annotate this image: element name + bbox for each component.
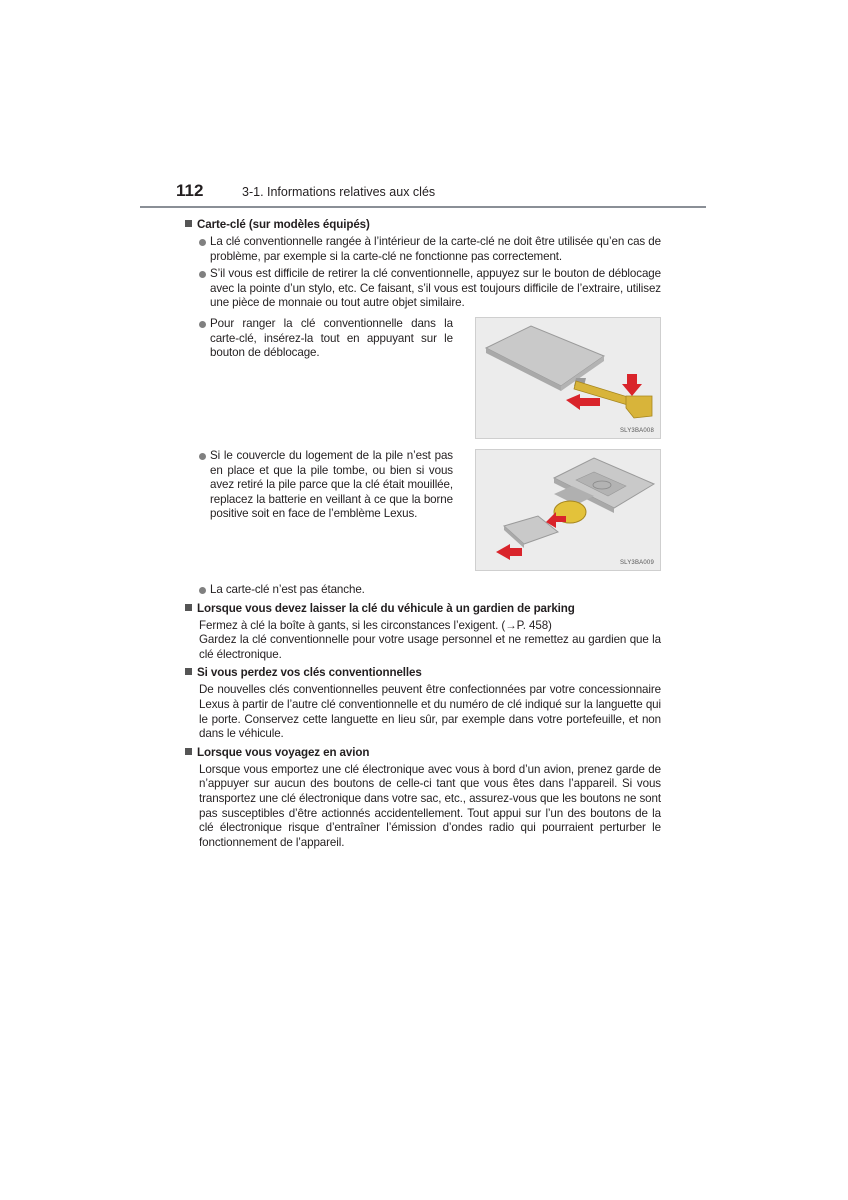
bullet-dot-icon (199, 587, 206, 594)
bullet-item: La carte-clé n’est pas étanche. (185, 583, 661, 598)
figure-code: SLY3BA009 (619, 559, 654, 566)
paragraph: Lorsque vous emportez une clé électronique avec vous à bord d’un avion, prenez garde de n’appuyer sur aucun des boutons de celle-ci tant que vous êtes dans l’appareil. Si vous transportez une clé électronique dans votre sac, etc., assurez-vous que les boutons ne sont pas susceptibles d’être actionnés accidentellement. Tout appui sur l’un des boutons de la clé électronique risque d’entraîner l’émission d’ondes radio qui pourraient perturber le fonctionnement de l’appareil. (199, 762, 661, 849)
bullet-item: Si le couvercle du logement de la pile n’est pas en place et que la pile tombe, ou bien si vous avez retiré la pile parce que la clé était mouillée, replacez la batterie en veillant à ce que la borne positive soit en face de l’emblème Lexus. (185, 449, 453, 571)
key-insertion-illustration (476, 318, 660, 438)
square-bullet-icon (185, 604, 192, 611)
bullet-dot-icon (199, 321, 206, 328)
bullet-dot-icon (199, 453, 206, 460)
page-content (185, 214, 661, 850)
bullet-with-figure (185, 449, 661, 571)
page-header (150, 181, 706, 207)
header-rule (140, 206, 706, 208)
paragraph: Fermez à clé la boîte à gants, si les circonstances l’exigent. (→P. 458) (199, 618, 552, 632)
bullet-dot-icon (199, 239, 206, 246)
bullet-with-figure (185, 317, 661, 439)
square-bullet-icon (185, 668, 192, 675)
square-bullet-icon (185, 748, 192, 755)
heading-lost-keys: Si vous perdez vos clés conventionnelles (185, 665, 661, 680)
paragraph: Gardez la clé conventionnelle pour votre usage personnel et ne remettez au gardien que la clé électronique. (199, 633, 661, 661)
figure-insert-key (475, 317, 661, 439)
bullet-item: La clé conventionnelle rangée à l’intérieur de la carte-clé ne doit être utilisée qu’en cas de problème, par exemple si la carte-clé ne fonctionne pas correctement. (185, 235, 661, 264)
square-bullet-icon (185, 220, 192, 227)
section-title: 3-1. Informations relatives aux clés (242, 185, 436, 199)
paragraph: De nouvelles clés conventionnelles peuvent être confectionnées par votre concessionnaire Lexus à partir de l’autre clé conventionnelle et du numéro de clé indiqué sur la languette qui le porte. Conservez cette languette en lieu sûr, par exemple dans votre portefeuille, et non dans le véhicule. (199, 683, 661, 741)
battery-replacement-illustration (476, 450, 660, 570)
heading-parking: Lorsque vous devez laisser la clé du véhicule à un gardien de parking (185, 601, 661, 616)
figure-code: SLY3BA008 (619, 427, 654, 434)
page-number: 112 (176, 181, 204, 200)
bullet-item: Pour ranger la clé conventionnelle dans la carte-clé, insérez-la tout en appuyant sur le bouton de déblocage. (185, 317, 453, 439)
heading-card-key: Carte-clé (sur modèles équipés) (185, 217, 661, 232)
heading-plane: Lorsque vous voyagez en avion (185, 745, 661, 760)
figure-battery (475, 449, 661, 571)
bullet-dot-icon (199, 271, 206, 278)
bullet-item: S’il vous est difficile de retirer la clé conventionnelle, appuyez sur le bouton de déblocage avec la pointe d’un stylo, etc. Ce faisant, s’il vous est toujours difficile de l’extraire, utilisez une pièce de monnaie ou tout autre objet similaire. (185, 267, 661, 311)
